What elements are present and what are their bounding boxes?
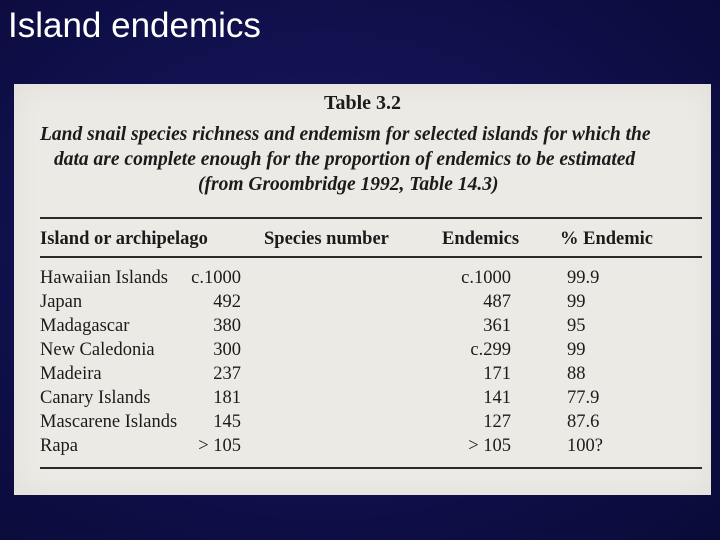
cell-percent: 77.9 [567, 388, 600, 408]
table-row [14, 436, 711, 460]
caption-line-1: Land snail species richness and endemism for selected islands for which the [40, 124, 651, 145]
cell-island: Madeira [40, 364, 102, 384]
table-caption [40, 122, 700, 197]
cell-endemics: 171 [483, 364, 511, 384]
caption-line-3: (from Groombridge 1992, Table 14.3) [198, 174, 499, 195]
cell-endemics: 141 [483, 388, 511, 408]
header-island: Island or archipelago [40, 229, 208, 249]
scanned-table-image [14, 84, 711, 495]
header-rule [40, 256, 702, 258]
cell-endemics: c.299 [470, 340, 511, 360]
cell-endemics: 361 [483, 316, 511, 336]
cell-percent: 95 [567, 316, 586, 336]
header-species: Species number [264, 229, 389, 249]
cell-endemics: > 105 [468, 436, 511, 456]
cell-island: New Caledonia [40, 340, 155, 360]
table-row [14, 340, 711, 364]
cell-percent: 88 [567, 364, 586, 384]
header-endemics: Endemics [442, 229, 520, 249]
cell-island: Hawaiian Islands [40, 268, 168, 288]
bottom-rule [40, 467, 702, 469]
top-rule [40, 217, 702, 219]
table-number: Table 3.2 [323, 92, 402, 114]
cell-island: Mascarene Islands [40, 412, 178, 432]
cell-island: Japan [40, 292, 83, 312]
header-percent: % Endemic [560, 229, 654, 249]
table-row [14, 364, 711, 388]
cell-percent: 99.9 [567, 268, 600, 288]
table-row [14, 292, 711, 316]
cell-species: 492 [213, 292, 241, 312]
cell-endemics: c.1000 [461, 268, 511, 288]
cell-species: > 105 [198, 436, 241, 456]
table-row [14, 268, 711, 292]
cell-percent: 99 [567, 340, 586, 360]
table-row [14, 412, 711, 436]
cell-island: Rapa [40, 436, 79, 456]
cell-endemics: 127 [483, 412, 511, 432]
cell-species: 380 [213, 316, 241, 336]
cell-species: 300 [213, 340, 241, 360]
cell-percent: 99 [567, 292, 586, 312]
slide-title: Island endemics [8, 6, 261, 45]
cell-species: 181 [213, 388, 241, 408]
table-row [14, 388, 711, 412]
cell-species: 145 [213, 412, 241, 432]
cell-percent: 100? [567, 436, 603, 456]
table-row [14, 316, 711, 340]
cell-species: 237 [213, 364, 241, 384]
cell-island: Madagascar [40, 316, 130, 336]
cell-endemics: 487 [483, 292, 511, 312]
cell-island: Canary Islands [40, 388, 151, 408]
table-document [14, 84, 711, 495]
cell-species: c.1000 [191, 268, 241, 288]
cell-percent: 87.6 [567, 412, 600, 432]
caption-line-2: data are complete enough for the proportion of endemics to be estimated [54, 149, 636, 170]
